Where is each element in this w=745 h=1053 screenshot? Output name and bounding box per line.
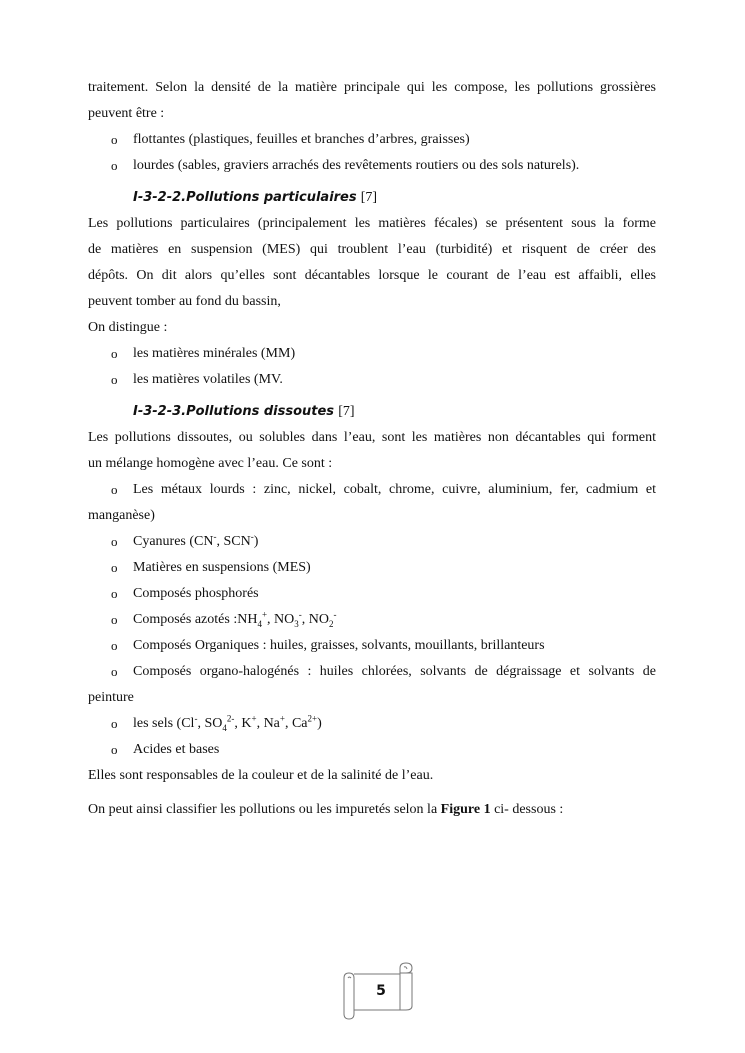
list-item: o Cyanures (CN-, SCN-) bbox=[88, 529, 656, 555]
bullet-icon: o bbox=[111, 716, 118, 731]
page-number: 5 bbox=[376, 983, 386, 999]
list-item: o flottantes (plastiques, feuilles et branches d’arbres, graisses) bbox=[88, 127, 656, 153]
list-item: o Composés organo-halogénés : huiles chlorées, solvants de dégraissage et solvants de peinture bbox=[88, 659, 656, 711]
bullet-icon: o bbox=[111, 664, 118, 679]
paragraph-line: dépôts. On dit alors qu’elles sont décantables lorsque le courant de l’eau est affaibli, elles bbox=[88, 268, 656, 283]
citation: [7] bbox=[338, 404, 355, 419]
paragraph-line: peuvent être : bbox=[88, 106, 165, 121]
paragraph-line: Elles sont responsables de la couleur et de la salinité de l’eau. bbox=[88, 768, 434, 783]
paragraph-line: Les pollutions particulaires (principalement les matières fécales) se présentent sous la forme bbox=[88, 216, 656, 231]
section-heading: I-3-2-3.Pollutions dissoutes [7] bbox=[133, 404, 355, 419]
list-item: o les matières volatiles (MV. bbox=[88, 367, 656, 393]
paragraph-line: un mélange homogène avec l’eau. Ce sont : bbox=[88, 456, 333, 471]
paragraph-line: On distingue : bbox=[88, 320, 168, 335]
bullet-icon: o bbox=[111, 638, 118, 653]
paragraph-line: Les pollutions dissoutes, ou solubles dans l’eau, sont les matières non décantables qui forment bbox=[88, 430, 656, 445]
bullet-icon: o bbox=[111, 742, 118, 757]
bullet-icon: o bbox=[111, 612, 118, 627]
list-item: o Composés azotés $:NH_4^+$, $NO_3^-$, $NO_2^-$ bbox=[88, 607, 656, 633]
list-item: o Les métaux lourds : zinc, nickel, cobalt, chrome, cuivre, aluminium, fer, cadmium et manganèse) bbox=[88, 477, 656, 529]
bullet-icon: o bbox=[111, 346, 118, 361]
document-body bbox=[88, 75, 656, 823]
bullet-icon: o bbox=[111, 534, 118, 549]
bullet-icon: o bbox=[111, 586, 118, 601]
list-item: o les sels (Cl-, $SO_4^{2-}$, K+, Na+, $Ca^{2+}$) bbox=[88, 711, 656, 737]
bullet-icon: o bbox=[111, 132, 118, 147]
bullet-icon: o bbox=[111, 372, 118, 387]
paragraph-line: peuvent tomber au fond du bassin, bbox=[88, 294, 281, 309]
list-item: o Composés phosphorés bbox=[88, 581, 656, 607]
list-item: o lourdes (sables, graviers arrachés des revêtements routiers ou des sols naturels). bbox=[88, 153, 656, 179]
list-item: o Acides et bases bbox=[88, 737, 656, 763]
paragraph-line: traitement. Selon la densité de la matière principale qui les compose, les pollutions grossières bbox=[88, 80, 656, 95]
paragraph-line: de matières en suspension (MES) qui troublent l’eau (turbidité) et risquent de créer des bbox=[88, 242, 656, 257]
citation: [7] bbox=[360, 190, 378, 205]
bullet-icon: o bbox=[111, 560, 118, 575]
figure-reference: Figure 1 bbox=[440, 802, 491, 817]
list-item: o Matières en suspensions (MES) bbox=[88, 555, 656, 581]
bullet-icon: o bbox=[111, 158, 118, 173]
bullet-icon: o bbox=[111, 482, 118, 497]
paragraph-line: On peut ainsi classifier les pollutions ou les impuretés selon la Figure 1 ci- dessous : bbox=[88, 802, 564, 817]
list-item: o les matières minérales (MM) bbox=[88, 341, 656, 367]
list-item: o Composés Organiques : huiles, graisses, solvants, mouillants, brillanteurs bbox=[88, 633, 656, 659]
section-heading: I-3-2-2.Pollutions particulaires [7] bbox=[133, 190, 378, 205]
